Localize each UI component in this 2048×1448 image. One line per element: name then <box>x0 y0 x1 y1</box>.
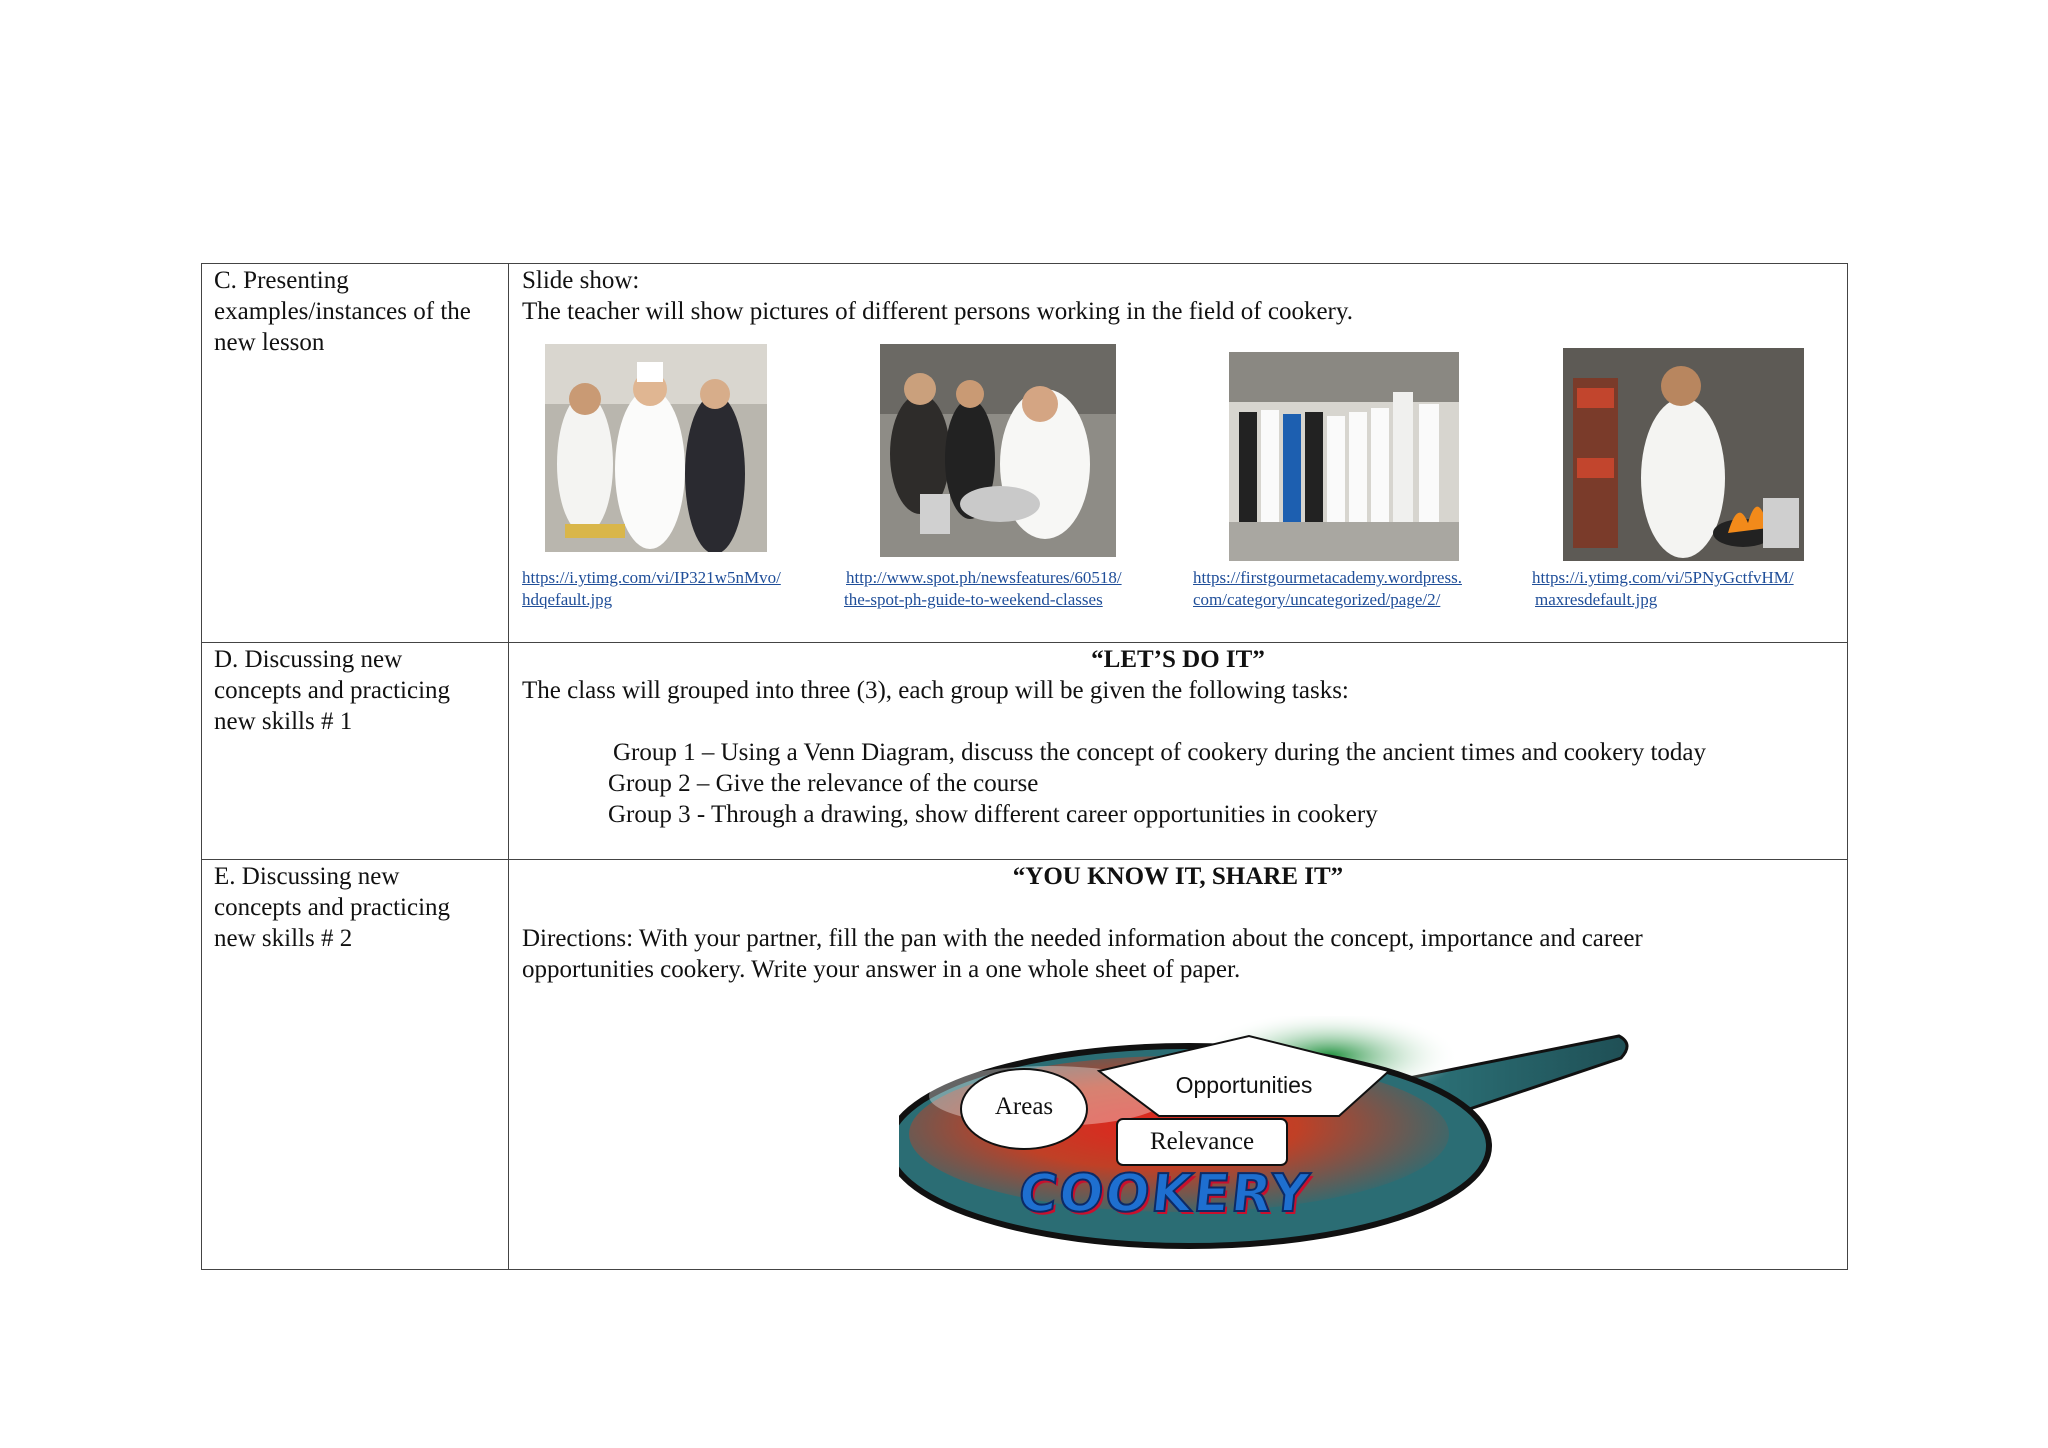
image-link-3-cont[interactable]: com/category/uncategorized/page/2/ <box>1193 590 1441 609</box>
directions-line-2: opportunities cookery. Write your answer in a one whole sheet of paper. <box>522 956 1241 983</box>
row-content-cell <box>509 264 1848 643</box>
slide-show-title: Slide show: <box>522 267 640 294</box>
image-link-2[interactable]: http://www.spot.ph/newsfeatures/60518/ <box>846 568 1122 587</box>
chef-photo-2 <box>880 344 1116 557</box>
group-task-1: Group 1 – Using a Venn Diagram, discuss the concept of cookery during the ancient times and cookery today <box>613 739 1707 766</box>
row-label-cell <box>202 860 509 1270</box>
slide-show-description: The teacher will show pictures of different persons working in the field of cookery. <box>522 298 1353 325</box>
row-content-cell <box>509 643 1848 860</box>
row-discussing-1 <box>202 643 1848 860</box>
image-link-4-cont[interactable]: maxresdefault.jpg <box>1535 590 1658 609</box>
cookery-pan-diagram <box>899 1016 1629 1261</box>
directions-line-1: Directions: With your partner, fill the pan with the needed information about the concept, importance and career <box>522 925 1643 952</box>
group-task-3: Group 3 - Through a drawing, show different career opportunities in cookery <box>608 801 1378 828</box>
lesson-plan-table <box>201 263 1848 1270</box>
row-discussing-2 <box>202 860 1848 1270</box>
relevance-label: Relevance <box>1149 1128 1255 1155</box>
row-label-cell <box>202 643 509 860</box>
row-content-cell <box>509 860 1848 1270</box>
row-label: E. Discussing new concepts and practicing new skills # 2 <box>214 863 451 952</box>
group-task-2: Group 2 – Give the relevance of the course <box>608 770 1039 797</box>
chef-photo-1 <box>545 344 767 552</box>
image-link-2-cont[interactable]: the-spot-ph-guide-to-weekend-classes <box>844 590 1103 609</box>
image-link-4[interactable]: https://i.ytimg.com/vi/5PNyGctfvHM/ <box>1532 568 1794 587</box>
areas-label: Areas <box>994 1093 1054 1120</box>
image-link-1-cont[interactable]: hdqefault.jpg <box>522 590 613 609</box>
row-label-cell <box>202 264 509 643</box>
share-it-heading: “YOU KNOW IT, SHARE IT” <box>1012 863 1344 890</box>
row-label: C. Presenting examples/instances of the new lesson <box>214 267 471 356</box>
row-presenting-examples <box>202 264 1848 643</box>
chef-photo-3 <box>1229 352 1459 561</box>
grouping-instructions: The class will grouped into three (3), each group will be given the following tasks: <box>522 677 1349 704</box>
lets-do-it-heading: “LET’S DO IT” <box>1091 646 1265 673</box>
opportunities-label: Opportunities <box>1175 1072 1313 1098</box>
chef-photo-4 <box>1563 348 1804 561</box>
image-link-1[interactable]: https://i.ytimg.com/vi/IP321w5nMvo/ <box>522 568 781 587</box>
row-label: D. Discussing new concepts and practicing new skills # 1 <box>214 646 451 735</box>
cookery-wordart: COOKERY <box>1015 1164 1314 1224</box>
image-link-3[interactable]: https://firstgourmetacademy.wordpress. <box>1193 568 1462 587</box>
